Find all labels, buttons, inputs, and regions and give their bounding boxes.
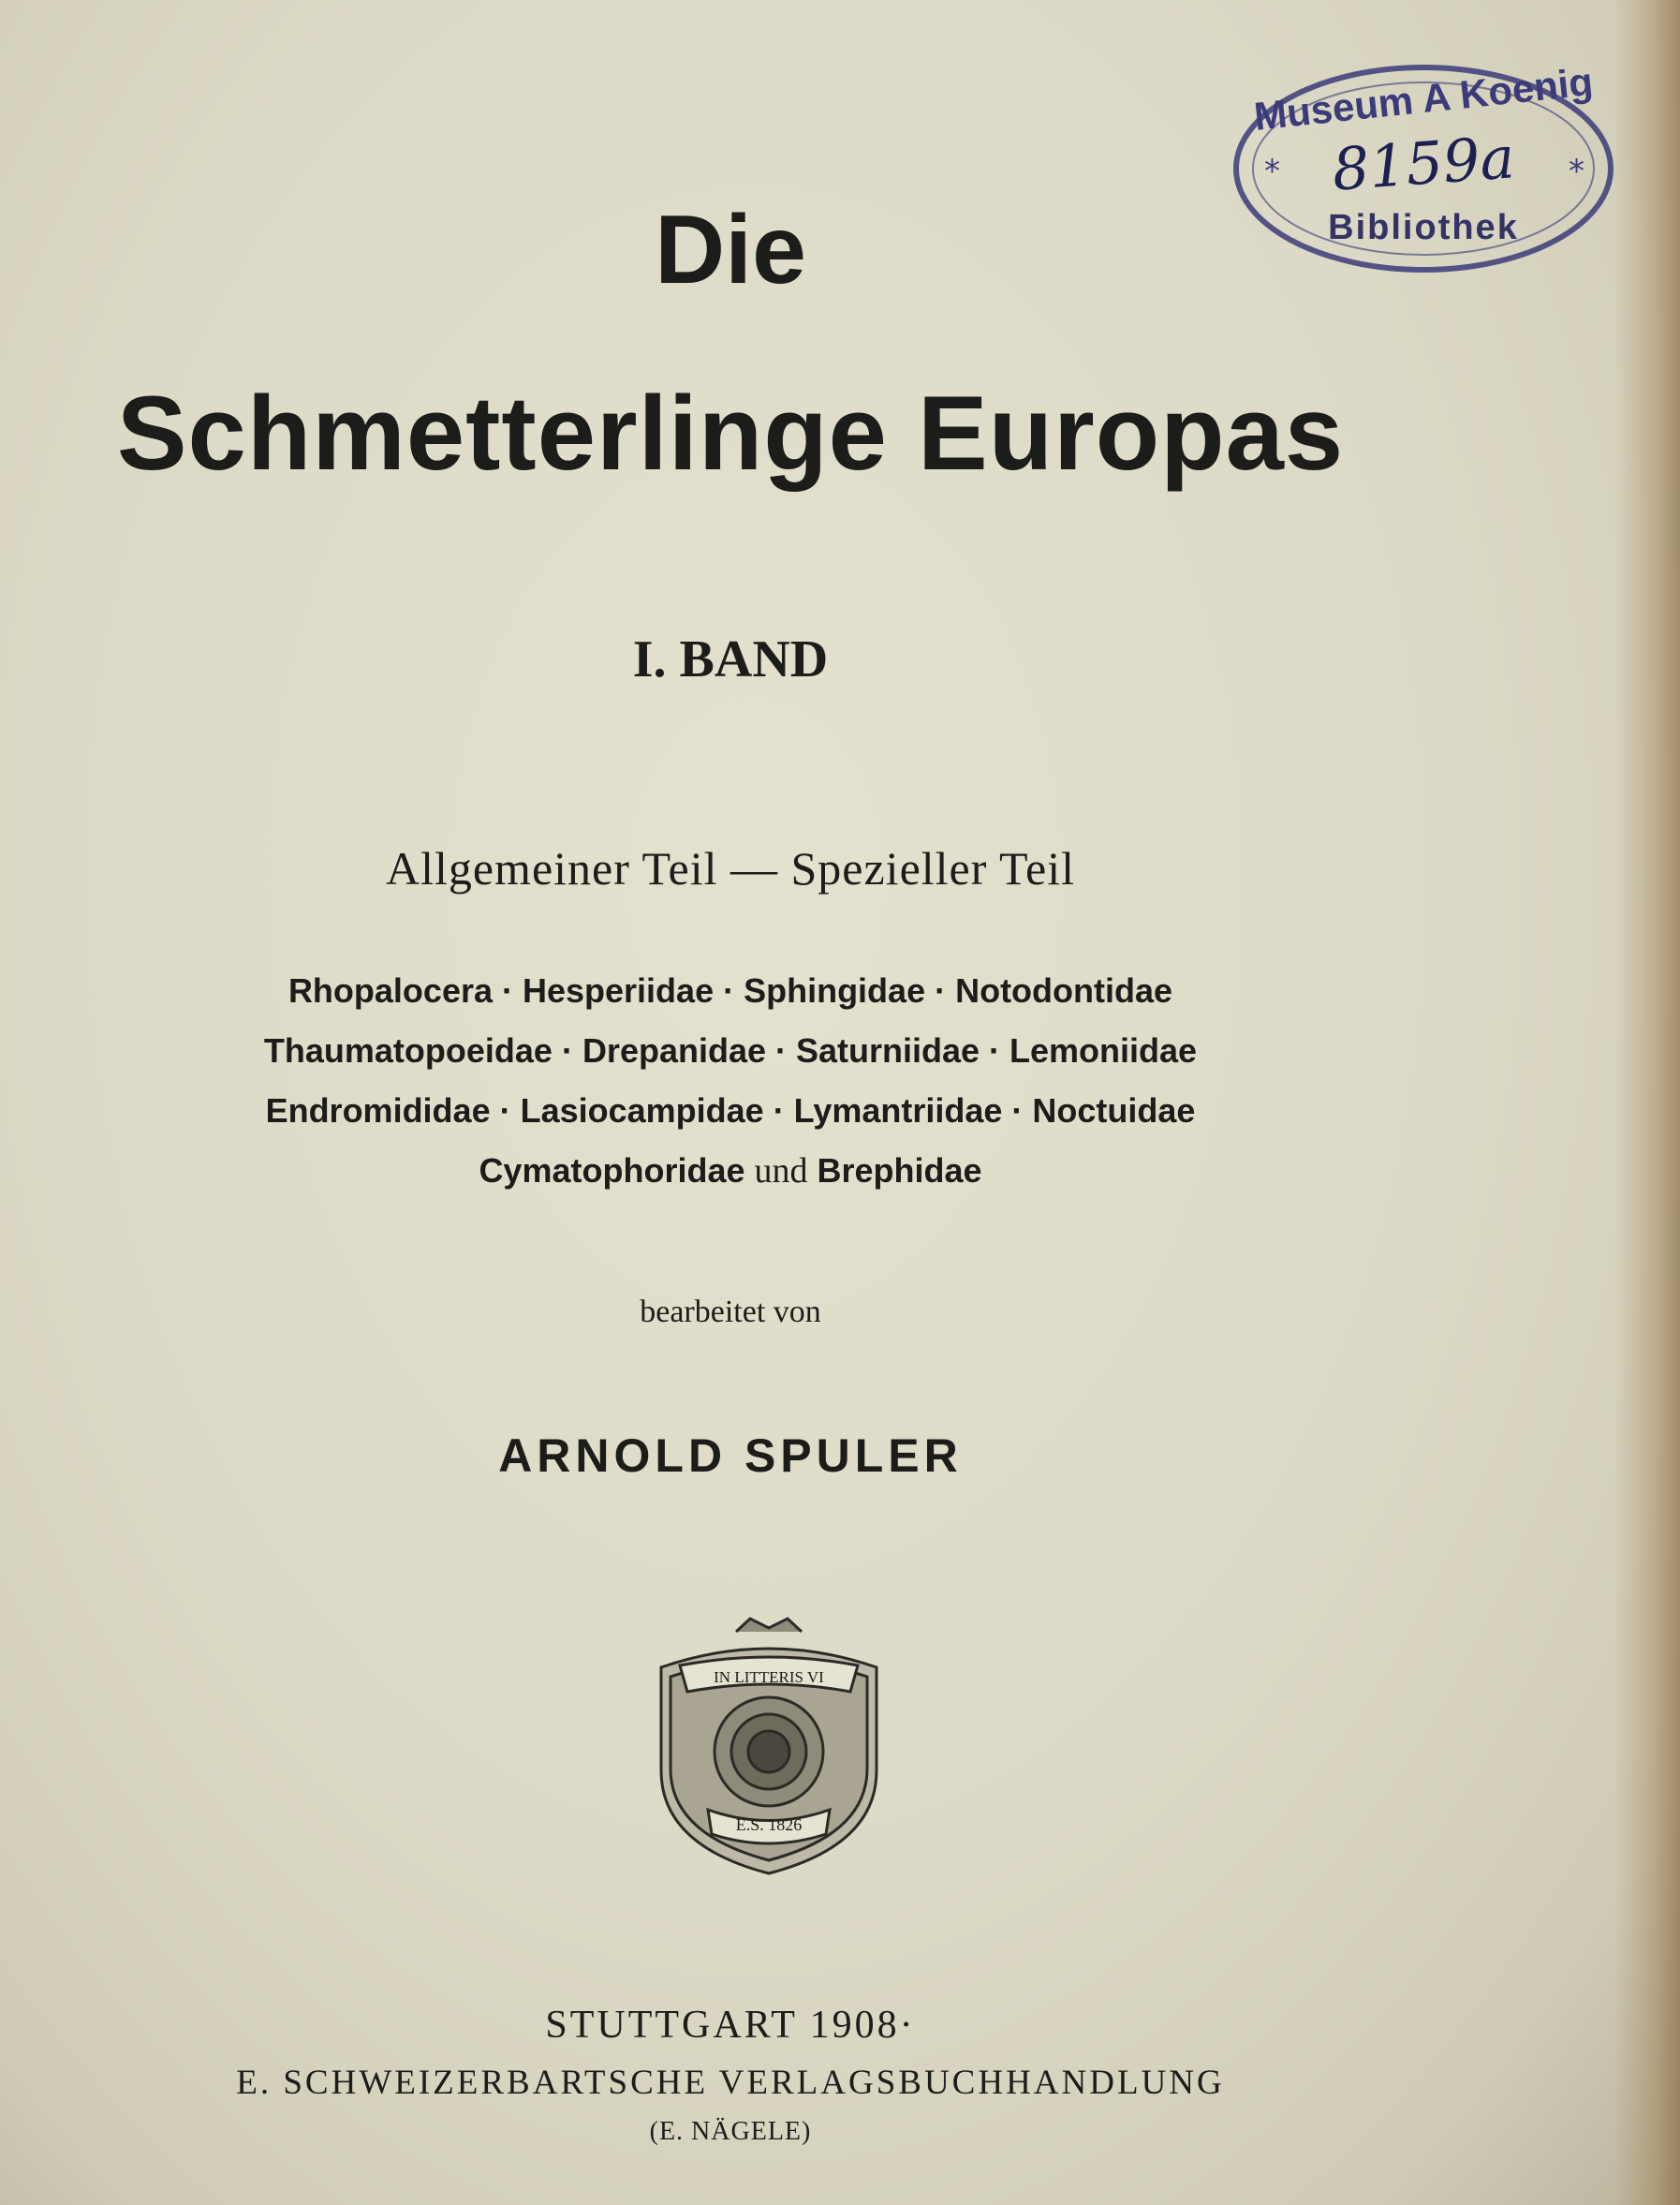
publisher-emblem-icon [642, 1611, 895, 1883]
imprint-publisher: E. SCHWEIZERBARTSCHE VERLAGSBUCHHANDLUNG [236, 2064, 1225, 2102]
edited-by: bearbeitet von [640, 1295, 821, 1329]
stamp-museum-name: Museum A Koenig [1251, 59, 1596, 139]
title-line-main: Schmetterlinge Europas [116, 375, 1345, 492]
family-line-1: Rhopalocera · Hesperiidae · Sphingidae · Notodontidae [287, 971, 1173, 1010]
family-brephidae: Brephidae [817, 1151, 982, 1190]
svg-text:*: * [1264, 153, 1280, 190]
volume-label: I. BAND [632, 630, 829, 688]
family-line-2: Thaumatopoeidae · Drepanidae · Saturniidae · Lemoniidae [263, 1031, 1198, 1070]
library-stamp [1227, 58, 1620, 279]
stamp-inventory-number: 8159a [1330, 123, 1517, 204]
title-line-die: Die [655, 196, 806, 304]
imprint-editor: (E. NÄGELE) [649, 2117, 812, 2146]
emblem-founded: E.S. 1826 [735, 1815, 803, 1834]
author-name: ARNOLD SPULER [498, 1429, 963, 1482]
family-line-4 [0, 1141, 1461, 1201]
family-list [0, 961, 1461, 1201]
family-conjunction: und [754, 1151, 808, 1191]
stamp-library-label: Bibliothek [1328, 208, 1519, 247]
imprint-city-year: STUTTGART 1908· [545, 2004, 916, 2047]
emblem-motto: IN LITTERIS VI [714, 1668, 824, 1686]
svg-text:*: * [1569, 153, 1584, 190]
subtitle: Allgemeiner Teil — Spezieller Teil [385, 842, 1076, 895]
page-edge-shadow [1614, 0, 1680, 2205]
family-line-3: Endromididae · Lasiocampidae · Lymantriidae · Noctuidae [265, 1091, 1196, 1130]
family-cymatophoridae: Cymatophoridae [479, 1151, 745, 1190]
